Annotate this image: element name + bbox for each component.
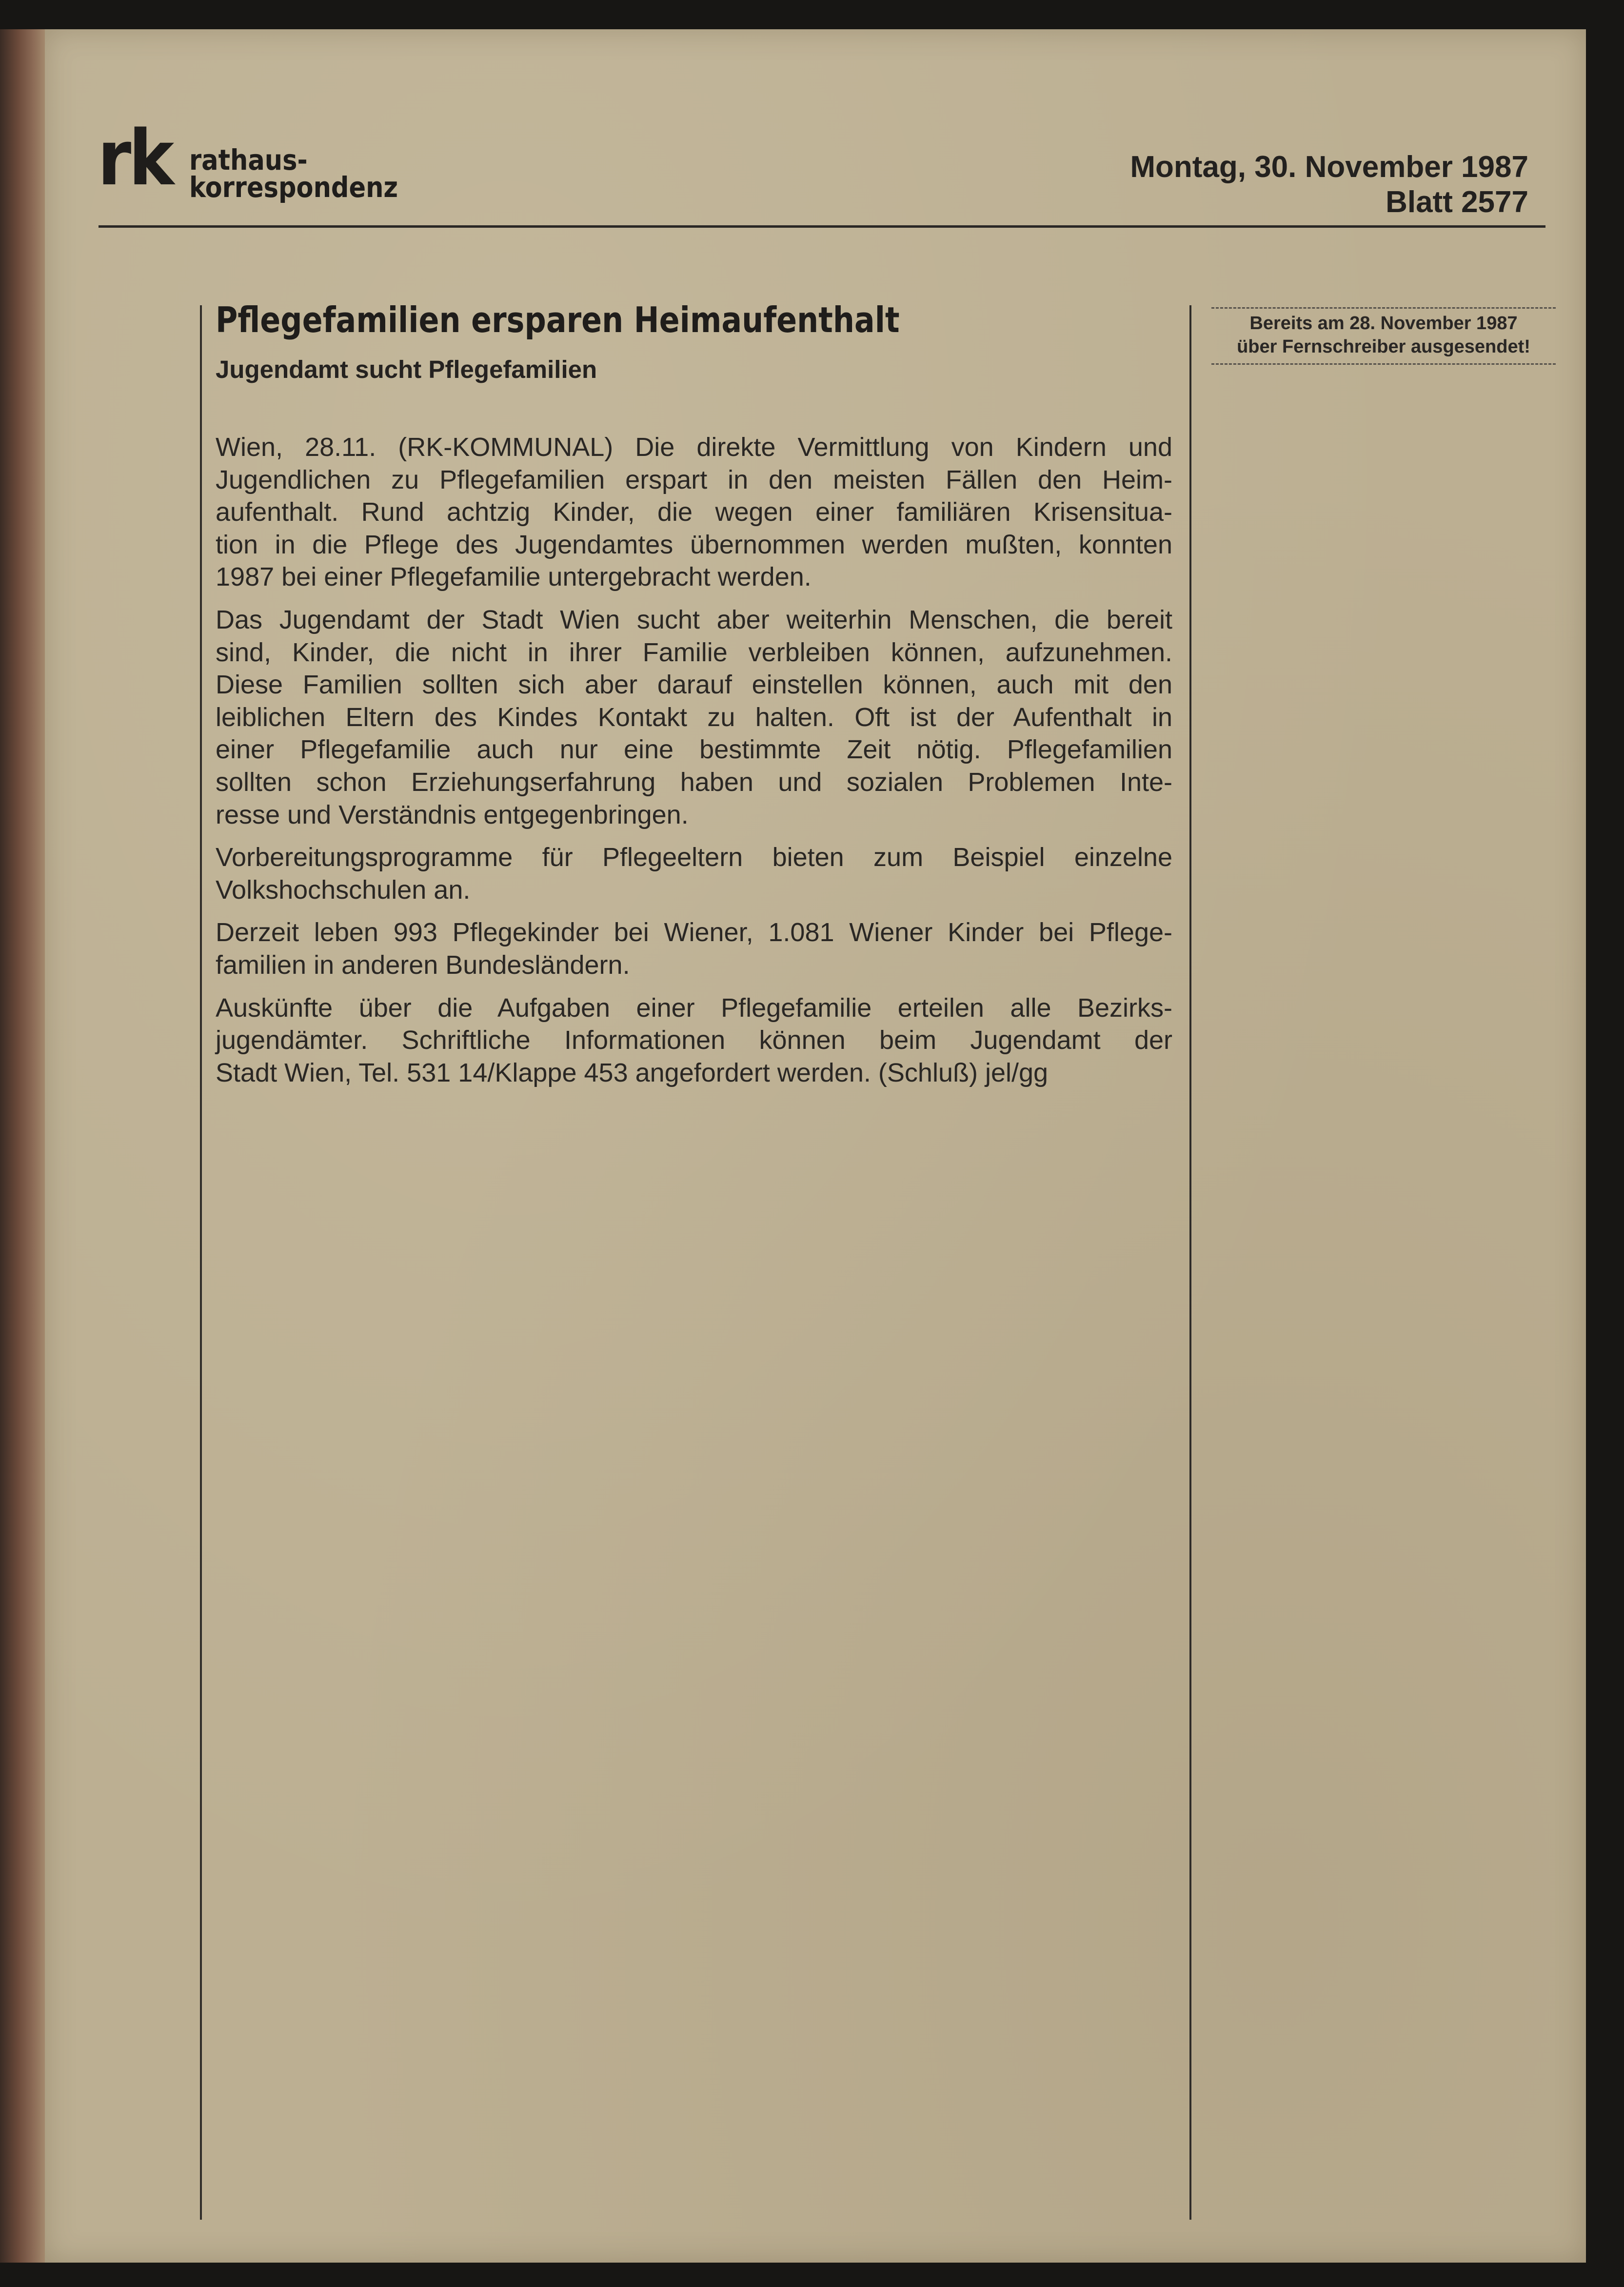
article [216, 299, 1172, 1099]
text-line: einer Pflegefamilie auch nur eine bestimmte Zeit nötig. Pflegefamilien [216, 735, 1172, 765]
text-line: aufenthalt. Rund achtzig Kinder, die wegen einer familiären Krisensitua- [216, 497, 1172, 527]
header-rule [99, 225, 1545, 228]
issue-date: Montag, 30. November 1987 [1130, 150, 1528, 184]
text-line: Stadt Wien, Tel. 531 14/Klappe 453 angefordert werden. (Schluß) jel/gg [216, 1058, 1049, 1087]
text-line: resse und Verständnis entgegenbringen. [216, 800, 689, 829]
sheet-number: Blatt 2577 [1386, 185, 1528, 219]
paper-sheet [45, 29, 1586, 2263]
text-line: Vorbereitungsprogramme für Pflegeeltern bieten zum Beispiel einzelne [216, 843, 1172, 872]
article-headline: Pflegefamilien ersparen Heimaufenthalt [216, 299, 900, 340]
telex-notice [1211, 307, 1556, 365]
paragraph [216, 992, 1172, 1089]
article-subheadline: Jugendamt sucht Pflegefamilien [216, 355, 597, 383]
paragraph [216, 841, 1172, 906]
text-line: Derzeit leben 993 Pflegekinder bei Wiener, 1.081 Wiener Kinder bei Pflege- [216, 918, 1172, 947]
text-line: Volkshochschulen an. [216, 875, 471, 905]
logo-mark: rk [98, 114, 172, 202]
paragraph [216, 916, 1172, 981]
text-line: leiblichen Eltern des Kindes Kontakt zu halten. Oft ist der Aufenthalt in [216, 702, 1172, 732]
text-line: Das Jugendamt der Stadt Wien sucht aber weiterhin Menschen, die bereit [216, 605, 1172, 634]
text-line: Jugendlichen zu Pflegefamilien erspart in den meisten Fällen den Heim- [216, 465, 1172, 494]
paragraph [216, 604, 1172, 831]
text-line: sollten schon Erziehungserfahrung haben und sozialen Problemen Inte- [216, 767, 1172, 797]
text-line: tion in die Pflege des Jugendamtes übernommen werden mußten, konnten [216, 530, 1172, 559]
notice-line: Bereits am 28. November 1987 [1249, 313, 1518, 334]
notice-bottom-rule [1211, 363, 1556, 365]
left-column-rule [200, 305, 202, 2220]
text-line: Auskünfte über die Aufgaben einer Pflegefamilie erteilen alle Bezirks- [216, 993, 1172, 1023]
text-line: familien in anderen Bundesländern. [216, 950, 630, 980]
paragraph [216, 431, 1172, 593]
logo-word-rathaus: rathaus- [189, 143, 308, 177]
binding-edge [0, 29, 45, 2263]
text-line: sind, Kinder, die nicht in ihrer Familie verbleiben können, aufzunehmen. [216, 637, 1172, 667]
masthead-logo [98, 116, 410, 214]
notice-line: über Fernschreiber ausgesendet! [1237, 336, 1530, 357]
text-line: jugendämter. Schriftliche Informationen können beim Jugendamt der [216, 1025, 1172, 1055]
text-line: Diese Familien sollten sich aber darauf einstellen können, auch mit den [216, 670, 1172, 700]
column-divider [1189, 305, 1191, 2220]
logo-word-korrespondenz: korrespondenz [189, 171, 398, 204]
notice-text [1211, 309, 1556, 363]
text-line: Wien, 28.11. (RK-KOMMUNAL) Die direkte Vermittlung von Kindern und [216, 433, 1172, 462]
text-line: 1987 bei einer Pflegefamilie untergebracht werden. [216, 562, 812, 592]
article-body [216, 431, 1172, 1089]
